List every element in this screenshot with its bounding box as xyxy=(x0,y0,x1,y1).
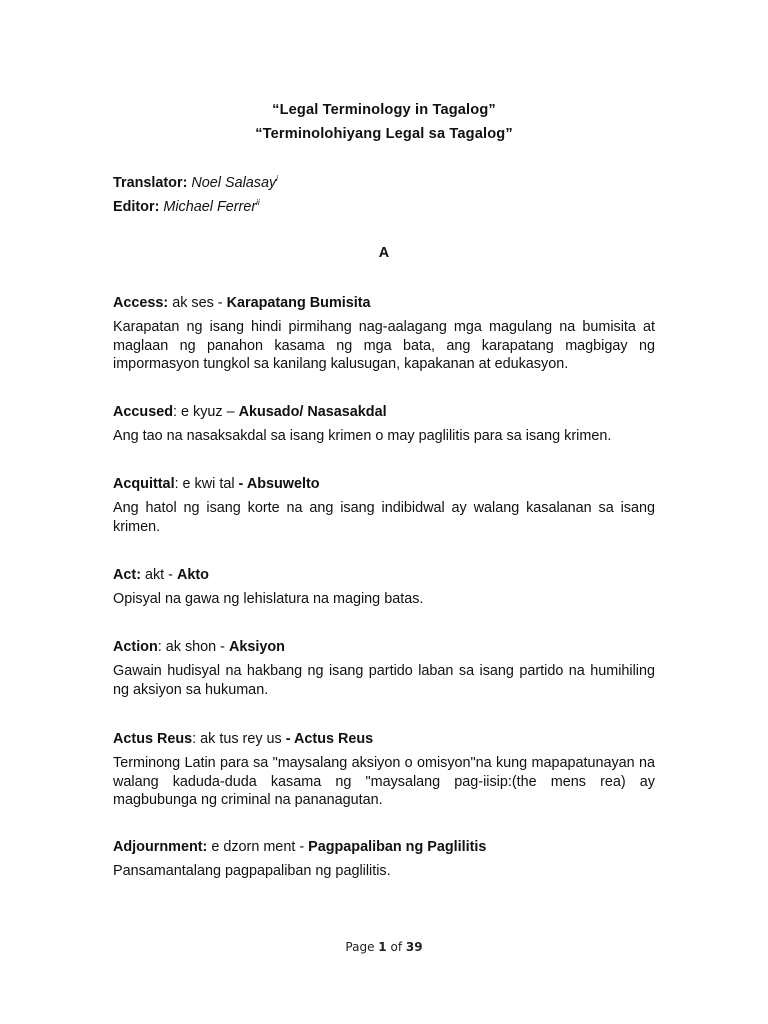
entry-definition: Opisyal na gawa ng lehislatura na maging batas. xyxy=(113,591,424,607)
entry-translation: Absuwelto xyxy=(246,476,320,492)
page-label: Page xyxy=(345,940,375,954)
entry-term: Accused xyxy=(113,404,173,420)
entry-translation: Aksiyon xyxy=(228,639,285,655)
entry-translation-separator: - xyxy=(238,476,247,492)
glossary-entry-access xyxy=(113,293,655,374)
glossary-entry-action xyxy=(113,637,655,699)
editor-name: Michael Ferrer xyxy=(163,199,257,215)
entry-separator: : xyxy=(157,639,162,655)
entry-pronunciation: ak shon - xyxy=(161,639,229,655)
entry-pronunciation: e kyuz – xyxy=(177,404,239,420)
entry-heading xyxy=(113,293,655,313)
entry-term: Acquittal xyxy=(113,476,175,492)
entry-definition: Ang tao na nasaksakdal sa isang krimen o may paglilitis para sa isang krimen. xyxy=(113,428,612,444)
entry-pronunciation: e dzorn ment - xyxy=(207,839,309,855)
entry-translation: Actus Reus xyxy=(294,731,374,747)
glossary-entry-acquittal xyxy=(113,474,655,536)
entry-definition: Gawain hudisyal na hakbang ng isang partido laban sa isang partido na humihiling ng aksiyon sa hukuman. xyxy=(113,663,655,698)
page-of-label: of xyxy=(390,940,403,954)
entry-translation: Pagpapaliban ng Paglilitis xyxy=(308,839,487,855)
translator-line xyxy=(113,171,278,195)
page-total: 39 xyxy=(405,940,423,954)
entry-term: Act: xyxy=(113,567,141,583)
entry-heading xyxy=(113,837,655,857)
entry-definition: Pansamantalang pagpapaliban ng paglilitis. xyxy=(113,863,391,879)
entry-heading xyxy=(113,729,655,749)
glossary-entry-adjournment xyxy=(113,837,655,881)
entry-heading xyxy=(113,402,655,422)
translator-endnote-ref[interactable]: i xyxy=(276,174,278,184)
entry-separator: : xyxy=(192,731,197,747)
glossary-entry-actus-reus xyxy=(113,729,655,810)
entry-definition: Karapatan ng isang hindi pirmihang nag-aalagang mga magulang na bumisita at maglaan ng panahon kasama ng mga bata, ang karapatang magbigay ng impormasyon tungkol sa kanilang kalusugan, kapakanan at edukasyon. xyxy=(113,319,655,372)
entry-pronunciation: e kwi tal xyxy=(178,476,239,492)
entry-heading xyxy=(113,637,655,657)
title-english: “Legal Terminology in Tagalog” xyxy=(272,102,496,118)
page-footer xyxy=(0,940,768,954)
entry-definition: Ang hatol ng isang korte na ang isang indibidwal ay walang kasalanan sa isang krimen. xyxy=(113,500,655,535)
translator-name: Noel Salasay xyxy=(191,175,277,191)
glossary-entry-act xyxy=(113,565,655,609)
entry-term: Actus Reus xyxy=(113,731,193,747)
entry-term: Adjournment: xyxy=(113,839,208,855)
entry-heading xyxy=(113,565,655,585)
entry-translation: Akusado/ Nasasakdal xyxy=(238,404,387,420)
entry-pronunciation: akt - xyxy=(140,567,177,583)
entry-heading xyxy=(113,474,655,494)
glossary-entry-accused xyxy=(113,402,655,446)
credits xyxy=(113,171,278,219)
entry-pronunciation: ak tus rey us xyxy=(196,731,286,747)
entry-separator: : xyxy=(173,404,177,420)
editor-line xyxy=(113,195,278,219)
section-letter: A xyxy=(378,245,390,261)
entry-separator: : xyxy=(174,476,179,492)
editor-label: Editor: xyxy=(113,199,160,215)
entry-translation-separator: - xyxy=(285,731,295,747)
entry-term: Action xyxy=(113,639,158,655)
editor-endnote-ref[interactable]: ii xyxy=(256,198,260,208)
entry-definition: Terminong Latin para sa "maysalang aksiyon o omisyon"na kung mapapatunayan na walang kaduda-duda kasama ng "maysalang pag-iisip:(the mens rea) ay magbubunga ng criminal na pananagutan. xyxy=(113,755,655,808)
entry-translation: Akto xyxy=(176,567,209,583)
entry-translation: Karapatang Bumisita xyxy=(226,295,371,311)
entry-pronunciation: ak ses - xyxy=(168,295,227,311)
title-tagalog: “Terminolohiyang Legal sa Tagalog” xyxy=(255,126,513,142)
title-block xyxy=(0,98,768,146)
entry-term: Access: xyxy=(113,295,169,311)
translator-label: Translator: xyxy=(113,175,188,191)
page-number: 1 xyxy=(378,940,387,954)
